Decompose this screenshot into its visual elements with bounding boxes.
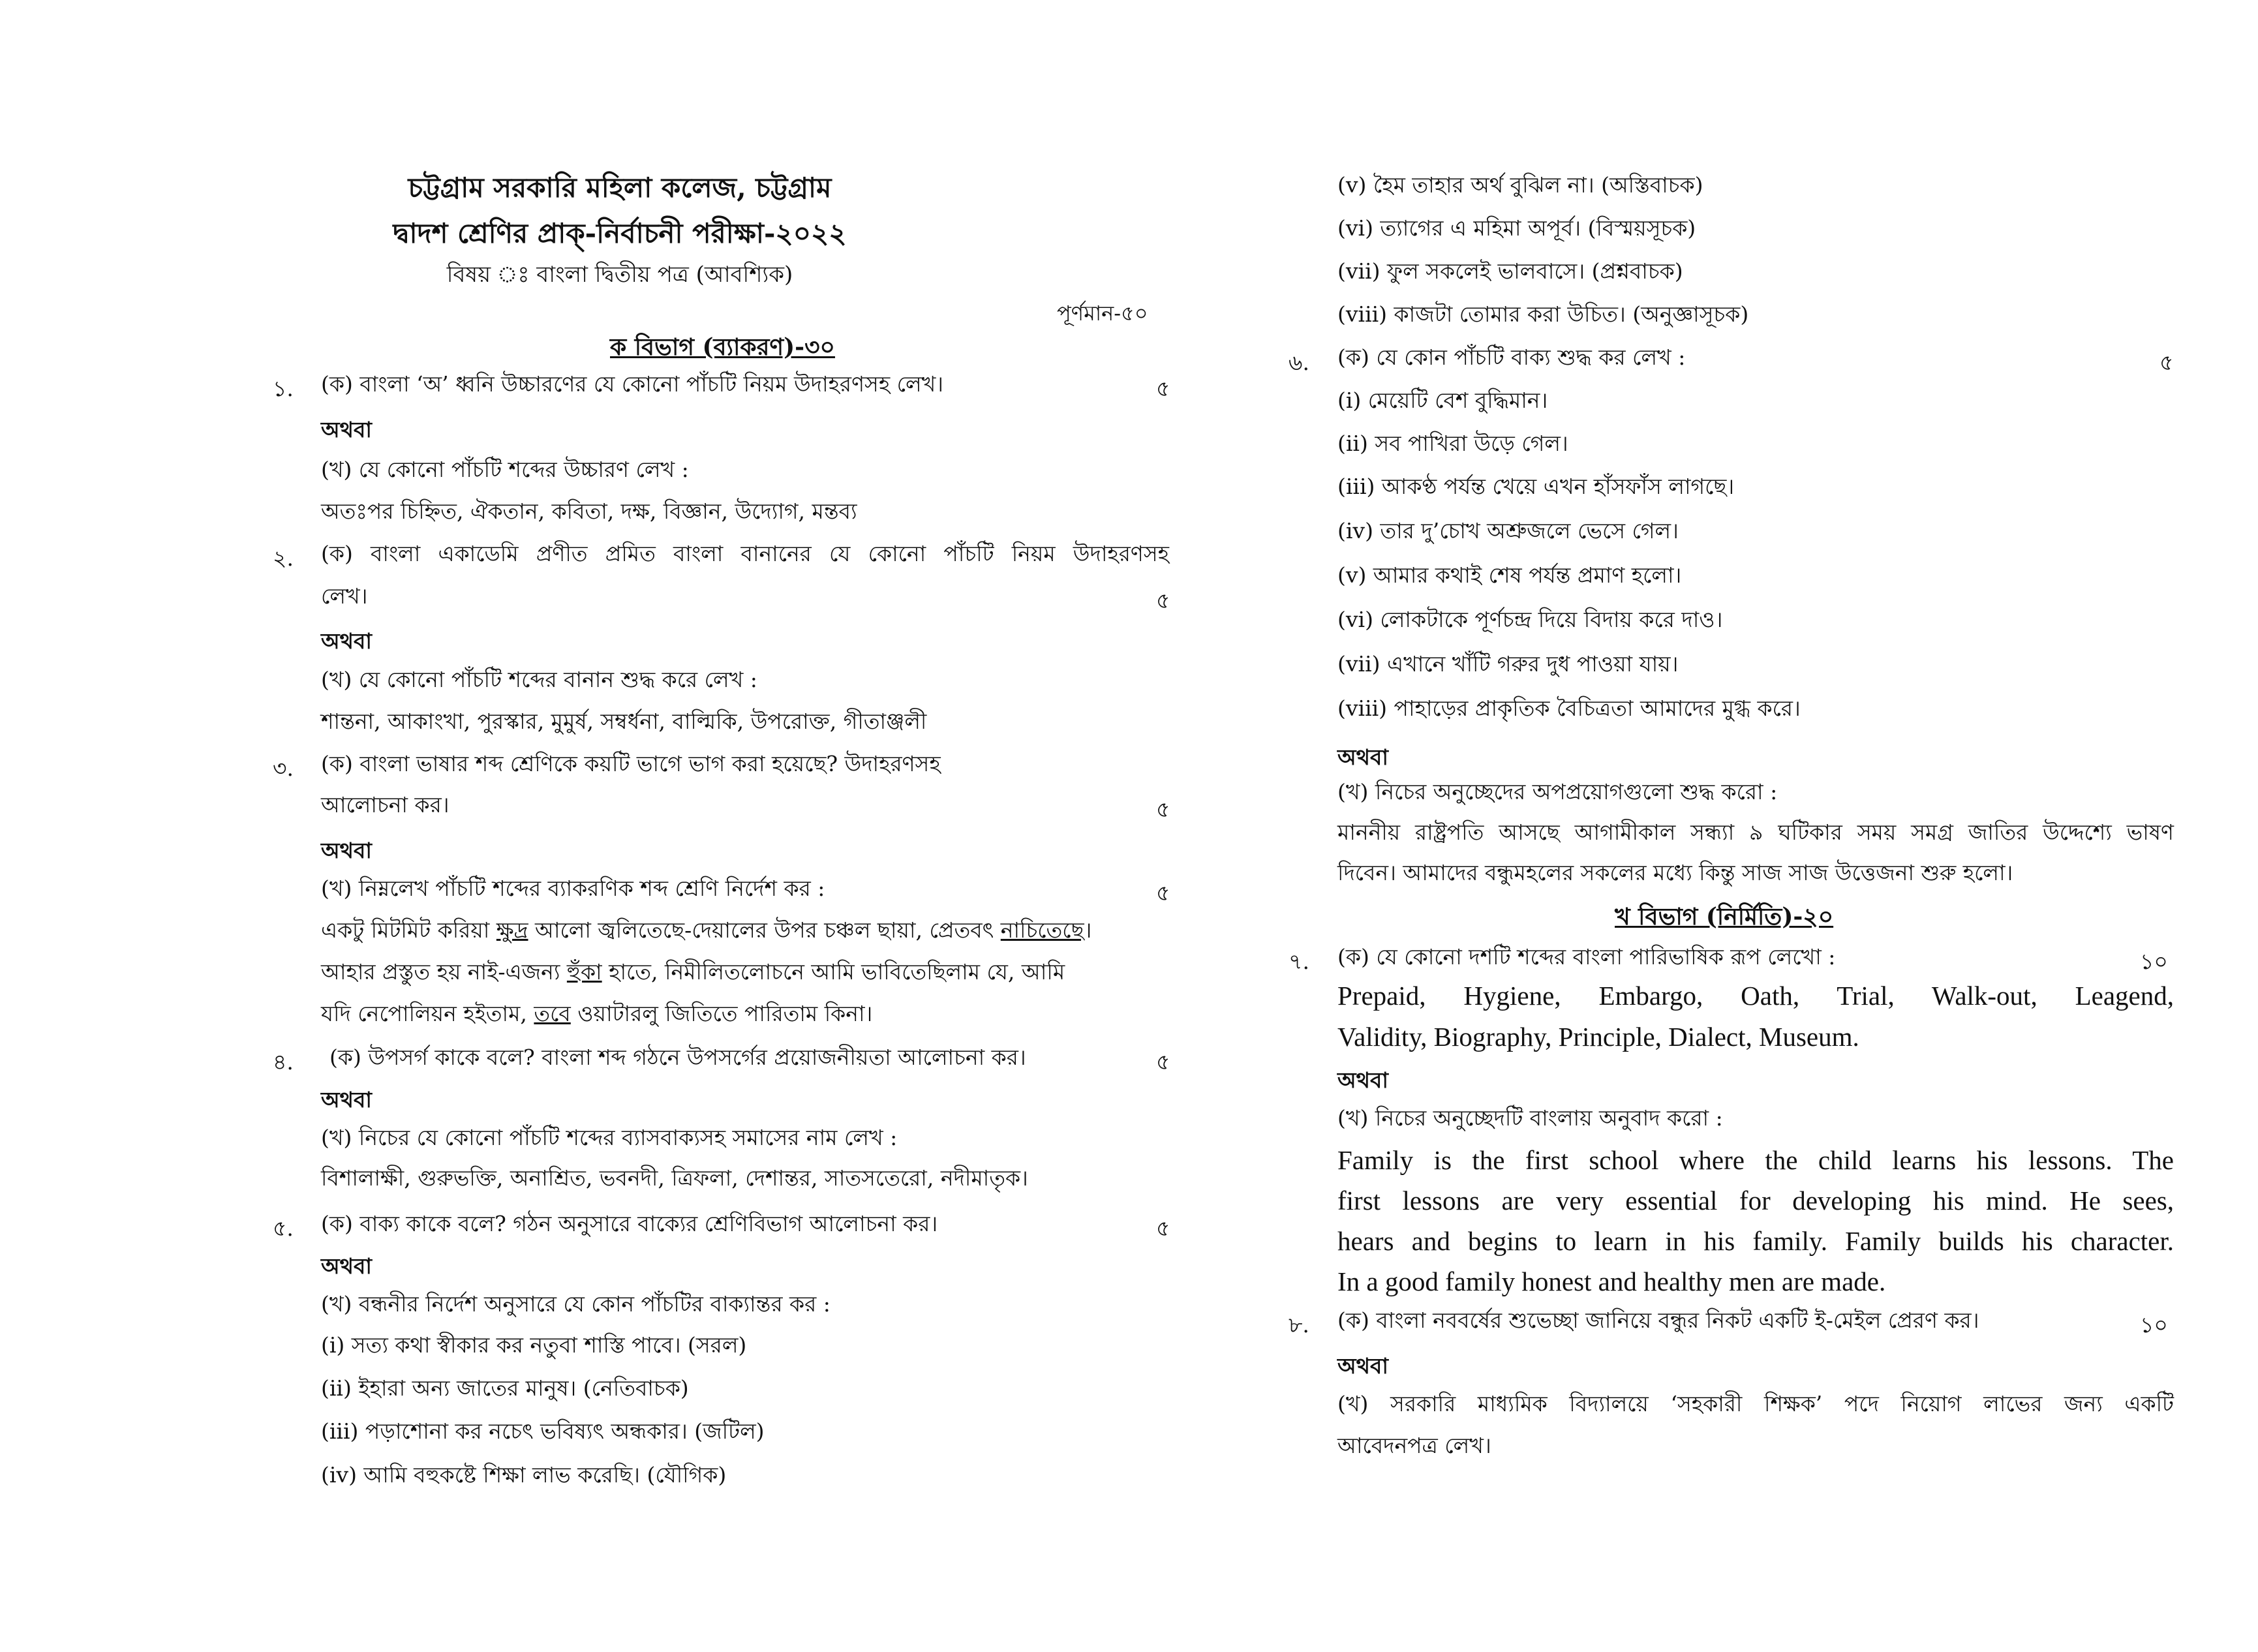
q5-item: (vii) ফুল সকলেই ভালবাসে। (প্রশ্নবাচক) bbox=[1337, 258, 1683, 284]
q8-a-marks: ১০ bbox=[2140, 1312, 2168, 1338]
q3-b-marks: ৫ bbox=[1156, 880, 1170, 906]
q2-a-line2: লেখ। bbox=[321, 583, 368, 609]
or-label: অথবা bbox=[1337, 744, 1388, 770]
full-marks: পূর্ণমান-৫০ bbox=[1057, 301, 1148, 326]
q8-number: ৮. bbox=[1289, 1312, 1309, 1338]
q5-item: (iii) পড়াশোনা কর নচেৎ ভবিষ্যৎ অন্ধকার। (জটিল) bbox=[321, 1418, 765, 1444]
q5-item: (viii) কাজটা তোমার করা উচিত। (অনুজ্ঞাসূচক) bbox=[1337, 301, 1749, 327]
section-a-heading: ক বিভাগ (ব্যাকরণ)-৩০ bbox=[610, 333, 835, 361]
q6-item: (vii) এখানে খাঁটি গরুর দুধ পাওয়া যায়। bbox=[1337, 651, 1679, 677]
q6-a-marks: ৫ bbox=[2159, 350, 2174, 375]
q2-a-line1: (ক) বাংলা একাডেমি প্রণীত প্রমিত বাংলা বানানের যে কোনো পাঁচটি নিয়ম উদাহরণসহ bbox=[321, 541, 1169, 566]
q2-b-words: শান্তনা, আকাংখা, পুরস্কার, মুমুর্ষ, সম্বর্ধনা, বাল্মিকি, উপরোক্ত, গীতাঞ্জলী bbox=[321, 709, 927, 734]
exam-title: দ্বাদশ শ্রেণির প্রাক্-নির্বাচনী পরীক্ষা-২০২২ bbox=[393, 217, 847, 249]
q3-number: ৩. bbox=[273, 756, 294, 781]
q7-number: ৭. bbox=[1289, 949, 1309, 974]
q6-item: (v) আমার কথাই শেষ পর্যন্ত প্রমাণ হলো। bbox=[1337, 562, 1682, 588]
q4-b-words: বিশালাক্ষী, গুরুভক্তি, অনাশ্রিত, ভবনদী, ত্রিফলা, দেশান্তর, সাতসতেরো, নদীমাতৃক। bbox=[321, 1165, 1028, 1191]
q6-item: (vi) লোকটাকে পূর্ণচন্দ্র দিয়ে বিদায় করে দাও। bbox=[1337, 607, 1723, 632]
q5-number: ৫. bbox=[273, 1216, 294, 1241]
q1-b-words: অতঃপর চিহ্নিত, ঐকতান, কবিতা, দক্ষ, বিজ্ঞান, উদ্যোগ, মন্তব্য bbox=[321, 498, 857, 524]
or-label: অথবা bbox=[321, 1087, 372, 1112]
underlined-word: ক্ষুদ্র bbox=[496, 917, 528, 943]
q7-para-line: hears and begins to learn in his family. Family builds his character. bbox=[1337, 1226, 2174, 1256]
q4-a-marks: ৫ bbox=[1156, 1049, 1170, 1075]
q1-a: (ক) বাংলা ‘অ’ ধ্বনি উচ্চারণের যে কোনো পাঁচটি নিয়ম উদাহরণসহ লেখ। bbox=[321, 371, 944, 397]
q7-terms-line1: Prepaid, Hygiene, Embargo, Oath, Trial, Walk-out, Leagend, bbox=[1337, 981, 2174, 1011]
subject-line: বিষয় ঃ বাংলা দ্বিতীয় পত্র (আবশ্যিক) bbox=[446, 262, 793, 288]
q3-a-line2: আলোচনা কর। bbox=[321, 792, 450, 818]
q7-para-line: first lessons are very essential for developing his mind. He sees, bbox=[1337, 1185, 2174, 1216]
q7-a-marks: ১০ bbox=[2140, 949, 2168, 974]
q3-passage-line2: আহার প্রস্তুত হয় নাই-এজন্য হুঁকা হাতে, নিমীলিতলোচনে আমি ভাবিতেছিলাম যে, আমি bbox=[321, 959, 1065, 985]
q3-passage-line1: একটু মিটমিট করিয়া ক্ষুদ্র আলো জ্বলিতেছে-দেয়ালের উপর চঞ্চল ছায়া, প্রেতবৎ নাচিতেছে। bbox=[321, 917, 1092, 943]
q5-item: (vi) ত্যাগের এ মহিমা অপূর্ব। (বিস্ময়সূচক) bbox=[1337, 215, 1696, 241]
q6-item: (iii) আকণ্ঠ পর্যন্ত খেয়ে এখন হাঁসফাঁস লাগছে। bbox=[1337, 474, 1735, 499]
q5-item: (ii) ইহারা অন্য জাতের মানুষ। (নেতিবাচক) bbox=[321, 1375, 689, 1401]
q8-b-line2: আবেদনপত্র লেখ। bbox=[1337, 1433, 1491, 1458]
q2-b: (খ) যে কোনো পাঁচটি শব্দের বানান শুদ্ধ করে লেখ : bbox=[321, 667, 757, 692]
q6-item: (iv) তার দু’চোখ অশ্রুজলে ভেসে গেল। bbox=[1337, 518, 1679, 543]
q8-b-line1: (খ) সরকারি মাধ্যমিক বিদ্যালয়ে ‘সহকারী শিক্ষক’ পদে নিয়োগ লাভের জন্য একটি bbox=[1337, 1391, 2174, 1416]
q5-item: (iv) আমি বহুকষ্টে শিক্ষা লাভ করেছি। (যৌগিক) bbox=[321, 1462, 727, 1488]
underlined-word: হুঁকা bbox=[566, 959, 602, 985]
q6-item: (ii) সব পাখিরা উড়ে গেল। bbox=[1337, 431, 1568, 456]
q4-b: (খ) নিচের যে কোনো পাঁচটি শব্দের ব্যাসবাক্যসহ সমাসের নাম লেখ : bbox=[321, 1125, 898, 1150]
q5-item: (i) সত্য কথা স্বীকার কর নতুবা শাস্তি পাবে। (সরল) bbox=[321, 1332, 747, 1358]
q5-a-marks: ৫ bbox=[1156, 1216, 1170, 1241]
underlined-word: নাচিতেছে bbox=[1000, 917, 1084, 943]
q1-b: (খ) যে কোনো পাঁচটি শব্দের উচ্চারণ লেখ : bbox=[321, 457, 689, 482]
q4-a: (ক) উপসর্গ কাকে বলে? বাংলা শব্দ গঠনে উপসর্গের প্রয়োজনীয়তা আলোচনা কর। bbox=[329, 1045, 1026, 1070]
q8-a: (ক) বাংলা নববর্ষের শুভেচ্ছা জানিয়ে বন্ধুর নিকট একটি ই-মেইল প্রেরণ কর। bbox=[1337, 1308, 1979, 1333]
q5-item: (v) হৈম তাহার অর্থ বুঝিল না। (অস্তিবাচক) bbox=[1337, 172, 1703, 198]
q2-a-marks: ৫ bbox=[1156, 588, 1170, 613]
section-b-heading: খ বিভাগ (নির্মিতি)-২০ bbox=[1615, 903, 1834, 930]
q6-number: ৬. bbox=[1289, 350, 1309, 375]
or-label: অথবা bbox=[321, 838, 372, 863]
underlined-word: তবে bbox=[534, 1001, 571, 1026]
q1-a-marks: ৫ bbox=[1156, 376, 1170, 401]
q7-a: (ক) যে কোনো দশটি শব্দের বাংলা পারিভাষিক রূপ লেখো : bbox=[1337, 944, 1836, 970]
q7-b: (খ) নিচের অনুচ্ছেদটি বাংলায় অনুবাদ করো : bbox=[1337, 1105, 1723, 1131]
q6-item: (viii) পাহাড়ের প্রাকৃতিক বৈচিত্রতা আমাদের মুগ্ধ করে। bbox=[1337, 696, 1801, 721]
q7-para-line: Family is the first school where the child learns his lessons. The bbox=[1337, 1145, 2174, 1175]
q6-b-line1: মাননীয় রাষ্ট্রপতি আসছে আগামীকাল সন্ধ্যা ৯ ঘটিকার সময় সমগ্র জাতির উদ্দেশ্যে ভাষণ bbox=[1337, 819, 2174, 845]
q3-a-marks: ৫ bbox=[1156, 797, 1170, 822]
q7-terms-line2: Validity, Biography, Principle, Dialect, Museum. bbox=[1337, 1022, 1859, 1052]
q3-passage-line3: যদি নেপোলিয়ন হইতাম, তবে ওয়াটারলু জিতিতে পারিতাম কিনা। bbox=[321, 1001, 873, 1026]
q6-b-line2: দিবেন। আমাদের বন্ধুমহলের সকলের মধ্যে কিন্তু সাজ সাজ উত্তেজনা শুরু হলো। bbox=[1337, 860, 2013, 885]
or-label: অথবা bbox=[321, 628, 372, 654]
q6-b: (খ) নিচের অনুচ্ছেদের অপপ্রয়োগগুলো শুদ্ধ করো : bbox=[1337, 779, 1778, 804]
q5-b: (খ) বন্ধনীর নির্দেশ অনুসারে যে কোন পাঁচটির বাক্যান্তর কর : bbox=[321, 1291, 831, 1317]
q3-a-line1: (ক) বাংলা ভাষার শব্দ শ্রেণিকে কয়টি ভাগে ভাগ করা হয়েছে? উদাহরণসহ bbox=[321, 751, 941, 776]
q3-b: (খ) নিম্নলেখ পাঁচটি শব্দের ব্যাকরণিক শব্দ শ্রেণি নির্দেশ কর : bbox=[321, 876, 825, 901]
q6-item: (i) মেয়েটি বেশ বুদ্ধিমান। bbox=[1337, 388, 1548, 413]
q7-para-line: In a good family honest and healthy men are made. bbox=[1337, 1266, 1886, 1296]
college-name: চট্টগ্রাম সরকারি মহিলা কলেজ, চট্টগ্রাম bbox=[408, 172, 832, 204]
or-label: অথবা bbox=[1337, 1353, 1388, 1379]
or-label: অথবা bbox=[1337, 1067, 1388, 1093]
q2-number: ২. bbox=[273, 545, 294, 571]
or-label: অথবা bbox=[321, 417, 372, 442]
q4-number: ৪. bbox=[273, 1049, 294, 1075]
q5-a: (ক) বাক্য কাকে বলে? গঠন অনুসারে বাক্যের শ্রেণিবিভাগ আলোচনা কর। bbox=[321, 1211, 938, 1236]
or-label: অথবা bbox=[321, 1253, 372, 1279]
q1-number: ১. bbox=[273, 376, 294, 401]
q6-a: (ক) যে কোন পাঁচটি বাক্য শুদ্ধ কর লেখ : bbox=[1337, 344, 1686, 370]
